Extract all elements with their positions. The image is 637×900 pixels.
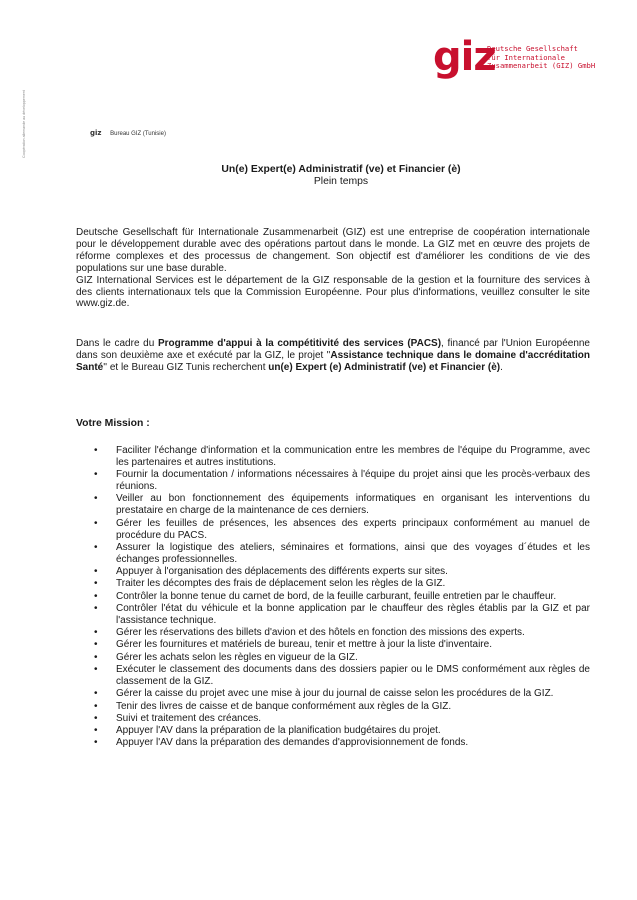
side-label-text: Coopération allemande au développement [22,90,26,158]
context-text: '' et le Bureau GIZ Tunis recherchent [103,361,269,373]
bullet-icon: • [94,639,98,651]
mission-item-text: Suivi et traitement des créances. [116,712,262,724]
mission-item-text: Faciliter l'échange d'information et la communication entre les membres de l'équipe du Programme, avec les partenaires et autres institutions. [116,445,590,468]
context-paragraph [76,338,590,374]
mission-item-text: Gérer les achats selon les règles en vigueur de la GIZ. [116,651,358,663]
logo-line-3: Zusammenarbeit (GIZ) GmbH [487,61,596,71]
mission-item [76,445,590,469]
mission-item-text: Appuyer à l'organisation des déplacements des différents experts sur sites. [116,566,448,578]
job-title-block [0,164,637,188]
mission-item-text: Exécuter le classement des documents dans des dossiers papier ou le DMS conformément aux règles de classement de la GIZ. [116,664,590,687]
bullet-icon: • [94,445,98,456]
mission-item [76,566,590,578]
logo-line-2: für Internationale [487,52,565,62]
bullet-icon: • [94,602,98,614]
job-title: Un(e) Expert(e) Administratif (ve) et Financier (è) [221,164,461,175]
mission-heading: Votre Mission : [76,418,150,429]
bullet-icon: • [94,517,98,529]
mission-item-text: Gérer la caisse du projet avec une mise à jour du journal de caisse selon les procédures de la GIZ. [116,688,554,700]
mission-item-text: Contrôler l'état du véhicule et la bonne application par le chauffeur des règles établis par la GIZ et par l'assistance technique. [116,602,590,626]
context-text: , financé par l'Union Européenne dans son deuxième axe et exécuté par la GIZ, le projet '' [76,338,590,361]
intro-paragraph-services: GIZ International Services est le département de la GIZ responsable de la gestion et la fourniture des services à des clients internationaux tels que la Commission Européenne. Pour plus d'informations, veuillez consulter le site www.giz.de. [76,274,590,310]
bullet-icon: • [94,688,98,700]
logo-line-1: Deutsche Gesellschaft [487,44,578,53]
mission-item-text: Appuyer l'AV dans la préparation des demandes d'approvisionnement de fonds. [116,737,469,749]
position-name: un(e) Expert (e) Administratif (ve) et Financier (è) [268,361,501,373]
mission-item [76,664,590,688]
mission-item [76,578,590,590]
office-header [90,129,166,137]
mission-item [76,725,590,737]
mission-list [76,445,590,750]
mission-item [76,518,590,542]
bullet-icon: • [94,578,98,590]
mission-item-text: Fournir la documentation / informations nécessaires à l'équipe du projet ainsi que les procès-verbaux des réunions. [116,469,590,493]
mission-item-text: Traiter les décomptes des frais de déplacement selon les règles de la GIZ. [116,578,446,590]
bullet-icon: • [94,541,98,553]
giz-logo-mark: giz [433,34,496,80]
intro-section [76,227,590,310]
mission-item [76,652,590,664]
bullet-icon: • [94,700,98,712]
mission-item [76,639,590,651]
mission-item [76,603,590,627]
mission-item [76,469,590,493]
programme-name: Programme d'appui à la compétitivité des services (PACS) [158,338,442,349]
mission-item [76,701,590,713]
mini-logo: giz [90,129,102,137]
bullet-icon: • [94,664,98,675]
mission-item-text: Gérer les fournitures et matériels de bureau, tenir et mettre à jour la liste d'inventaire. [116,639,492,651]
project-name: Assistance technique dans le domaine d'accréditation Santé [76,349,591,373]
context-text: . [500,361,503,373]
mission-item [76,737,590,749]
bullet-icon: • [94,651,98,663]
mission-item-text: Assurer la logistique des ateliers, séminaires et formations, ainsi que des voyages d´études et les échanges professionnelles. [116,541,590,565]
mission-item-text: Veiller au bon fonctionnement des équipements informatiques en organisant les interventions du prestataire en charge de la maintenance de ces derniers. [116,493,590,517]
job-subtitle: Plein temps [313,176,369,187]
bullet-icon: • [94,725,98,737]
side-label [22,48,32,158]
mission-item [76,542,590,566]
mission-item [76,627,590,639]
bullet-icon: • [94,737,98,749]
intro-paragraph-giz: Deutsche Gesellschaft für Internationale Zusammenarbeit (GIZ) est une entreprise de coopération internationale pour le développement durable avec des opérations partout dans le monde. La GIZ met en œuvre des projets de réforme complexes et des processus de changement. Son objectif est d'améliorer les conditions de vie des populations sur une base durable. [76,227,590,274]
mission-item-text: Gérer les réservations des billets d'avion et des hôtels en fonction des missions des experts. [116,627,525,639]
mission-item-text: Contrôler la bonne tenue du carnet de bord, de la feuille carburant, feuille entretien par le chauffeur. [116,590,557,602]
mission-item [76,713,590,725]
giz-logo-text [487,45,595,71]
mission-item [76,591,590,603]
mission-item [76,493,590,517]
office-name: Bureau GIZ (Tunisie) [110,131,166,137]
bullet-icon: • [94,566,98,578]
mission-item-text: Gérer les feuilles de présences, les absences des experts principaux conformément au manuel de procédure du PACS. [116,517,590,541]
mission-item-text: Tenir des livres de caisse et de banque conformément aux règles de la GIZ. [116,700,452,712]
bullet-icon: • [94,590,98,602]
mission-item [76,688,590,700]
context-text: Dans le cadre du [76,338,158,349]
bullet-icon: • [94,627,98,639]
bullet-icon: • [94,712,98,724]
bullet-icon: • [94,493,98,505]
bullet-icon: • [94,469,98,481]
mission-item-text: Appuyer l'AV dans la préparation de la planification budgétaires du projet. [116,725,441,737]
